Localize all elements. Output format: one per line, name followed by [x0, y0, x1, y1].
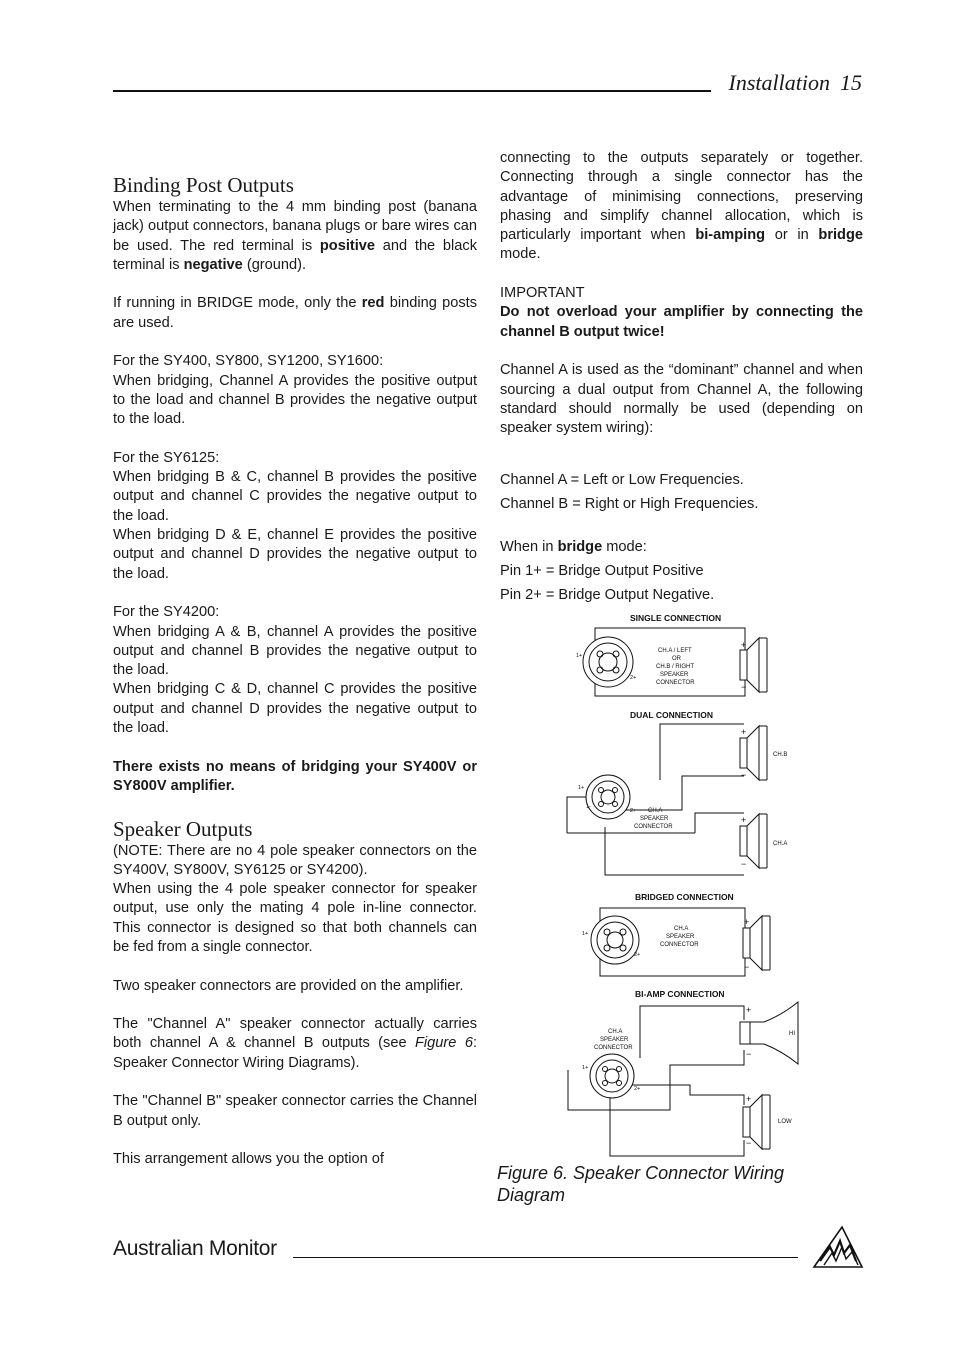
- binding-post-heading: Binding Post Outputs: [113, 173, 294, 197]
- svg-text:SPEAKER: SPEAKER: [666, 934, 695, 940]
- right-column: [500, 149, 863, 607]
- bridge-mode-label: When in bridge mode:: [500, 538, 647, 555]
- svg-text:+: +: [741, 815, 747, 825]
- svg-text:2+: 2+: [634, 1086, 641, 1092]
- svg-text:SPEAKER: SPEAKER: [640, 816, 669, 822]
- paragraph: When bridging, Channel A provides the positive output to the load and channel B provides the negative output to the load.: [113, 372, 477, 428]
- svg-text:2+: 2+: [630, 808, 637, 814]
- svg-text:SPEAKER: SPEAKER: [600, 1037, 629, 1043]
- channel-b-rule: Channel B = Right or High Frequencies.: [500, 495, 759, 512]
- section-title: Installation: [728, 70, 830, 95]
- svg-text:OR: OR: [672, 656, 681, 662]
- svg-text:1+: 1+: [582, 931, 589, 937]
- paragraph: Channel A is used as the “dominant” channel and when sourcing a dual output from Channel A, the following standard should normally be used (depending on speaker system wiring):: [500, 362, 863, 437]
- paragraph: (NOTE: There are no 4 pole speaker connectors on the SY400V, SY800V, SY6125 or SY4200).: [113, 842, 477, 878]
- svg-text:+: +: [744, 917, 750, 927]
- svg-text:−: −: [744, 962, 750, 972]
- speakon-connector-icon: [591, 916, 639, 964]
- brand-logo-icon: [812, 1225, 864, 1269]
- hi-label: HI: [789, 1031, 795, 1037]
- paragraph-heading: For the SY6125:: [113, 449, 220, 466]
- paragraph-heading: For the SY400, SY800, SY1200, SY1600:: [113, 353, 384, 370]
- svg-text:CONNECTOR: CONNECTOR: [660, 942, 699, 948]
- dual-connection-title: DUAL CONNECTION: [630, 710, 713, 720]
- svg-text:CH.A: CH.A: [674, 926, 689, 932]
- pin1-rule: Pin 1+ = Bridge Output Positive: [500, 562, 704, 579]
- svg-text:CONNECTOR: CONNECTOR: [634, 824, 673, 830]
- paragraph: The "Channel A" speaker connector actually carries both channel A & channel B outputs (see Figure 6: Speaker Connector Wiring Diagrams).: [113, 1016, 477, 1071]
- svg-text:−: −: [746, 1138, 752, 1148]
- page-header: [719, 70, 862, 96]
- svg-text:−: −: [741, 859, 747, 869]
- channel-b-label: CH.B: [773, 752, 788, 758]
- page-number: 15: [840, 70, 862, 95]
- figure-caption: Figure 6. Speaker Connector Wiring Diagram: [497, 1163, 784, 1205]
- svg-text:2+: 2+: [630, 675, 637, 681]
- svg-text:−: −: [741, 682, 747, 692]
- header-rule: [113, 90, 711, 92]
- speaker-outputs-heading: Speaker Outputs: [113, 816, 253, 841]
- svg-text:−: −: [746, 1049, 752, 1059]
- paragraph: connecting to the outputs separately or together. Connecting through a single connector has the advantage of minimising connections, preserving phasing and simplify channel allocation, which is particularly important when bi-amping or in bridge mode.: [500, 150, 863, 263]
- paragraph: When bridging C & D, channel C provides the positive output and channel D provides the negative output to the load.: [113, 681, 477, 737]
- paragraph: When bridging D & E, channel E provides the positive output and channel D provides the negative output to the load.: [113, 527, 477, 582]
- paragraph: The "Channel B" speaker connector carries the Channel B output only.: [113, 1093, 477, 1129]
- biamp-connection-title: BI-AMP CONNECTION: [635, 989, 725, 999]
- svg-text:CH.B / RIGHT: CH.B / RIGHT: [656, 664, 695, 670]
- wiring-diagram: [560, 610, 820, 1165]
- channel-a-label: CH.A: [773, 841, 788, 847]
- svg-text:1+: 1+: [576, 653, 583, 659]
- paragraph: When terminating to the 4 mm binding post (banana jack) output connectors, banana plugs or bare wires can be used. The red terminal is positive and the black terminal is negative (ground).: [113, 199, 477, 273]
- svg-text:+: +: [741, 640, 747, 650]
- footer-rule: [293, 1257, 798, 1258]
- svg-text:2+: 2+: [634, 952, 641, 958]
- svg-text:1+: 1+: [582, 1065, 589, 1071]
- paragraph: When bridging B & C, channel B provides the positive output and channel C provides the negative output to the load.: [113, 469, 477, 524]
- svg-text:SPEAKER: SPEAKER: [660, 672, 689, 678]
- svg-text:CONNECTOR: CONNECTOR: [656, 680, 695, 686]
- paragraph-heading: For the SY4200:: [113, 604, 220, 621]
- channel-a-rule: Channel A = Left or Low Frequencies.: [500, 471, 744, 488]
- svg-text:CH.A: CH.A: [608, 1029, 623, 1035]
- svg-text:+: +: [746, 1094, 752, 1104]
- svg-text:−: −: [741, 770, 747, 780]
- svg-text:CH.A / LEFT: CH.A / LEFT: [658, 648, 692, 654]
- paragraph: When bridging A & B, channel A provides the positive output and channel B provides the negative output to the load.: [113, 623, 477, 679]
- svg-text:1+: 1+: [578, 785, 585, 791]
- brand-name: Australian Monitor: [113, 1237, 277, 1260]
- speakon-connector-icon: [583, 637, 633, 687]
- svg-text:1-: 1-: [586, 804, 591, 810]
- bridged-connection-title: BRIDGED CONNECTION: [635, 892, 734, 902]
- paragraph: Two speaker connectors are provided on the amplifier.: [113, 977, 464, 994]
- speakon-connector-icon: [586, 775, 630, 819]
- low-label: LOW: [778, 1119, 792, 1125]
- svg-text:+: +: [746, 1005, 752, 1015]
- speakon-connector-icon: [590, 1054, 634, 1098]
- svg-text:+: +: [741, 727, 747, 737]
- pin2-rule: Pin 2+ = Bridge Output Negative.: [500, 586, 715, 603]
- paragraph: When using the 4 pole speaker connector for speaker output, use only the mating 4 pole in-line connector. This connector is designed so that both channels can be fed from a single connector.: [113, 881, 477, 955]
- important-label: IMPORTANT: [500, 285, 585, 302]
- paragraph: If running in BRIDGE mode, only the red binding posts are used.: [113, 295, 477, 331]
- single-connection-title: SINGLE CONNECTION: [630, 613, 722, 623]
- left-column: [113, 172, 477, 1170]
- svg-text:CH.A: CH.A: [648, 808, 663, 814]
- svg-text:CONNECTOR: CONNECTOR: [594, 1045, 633, 1051]
- paragraph: This arrangement allows you the option of: [113, 1151, 384, 1168]
- warning-note: There exists no means of bridging your SY400V or SY800V amplifier.: [113, 758, 477, 794]
- important-text: Do not overload your amplifier by connecting the channel B output twice!: [500, 304, 863, 340]
